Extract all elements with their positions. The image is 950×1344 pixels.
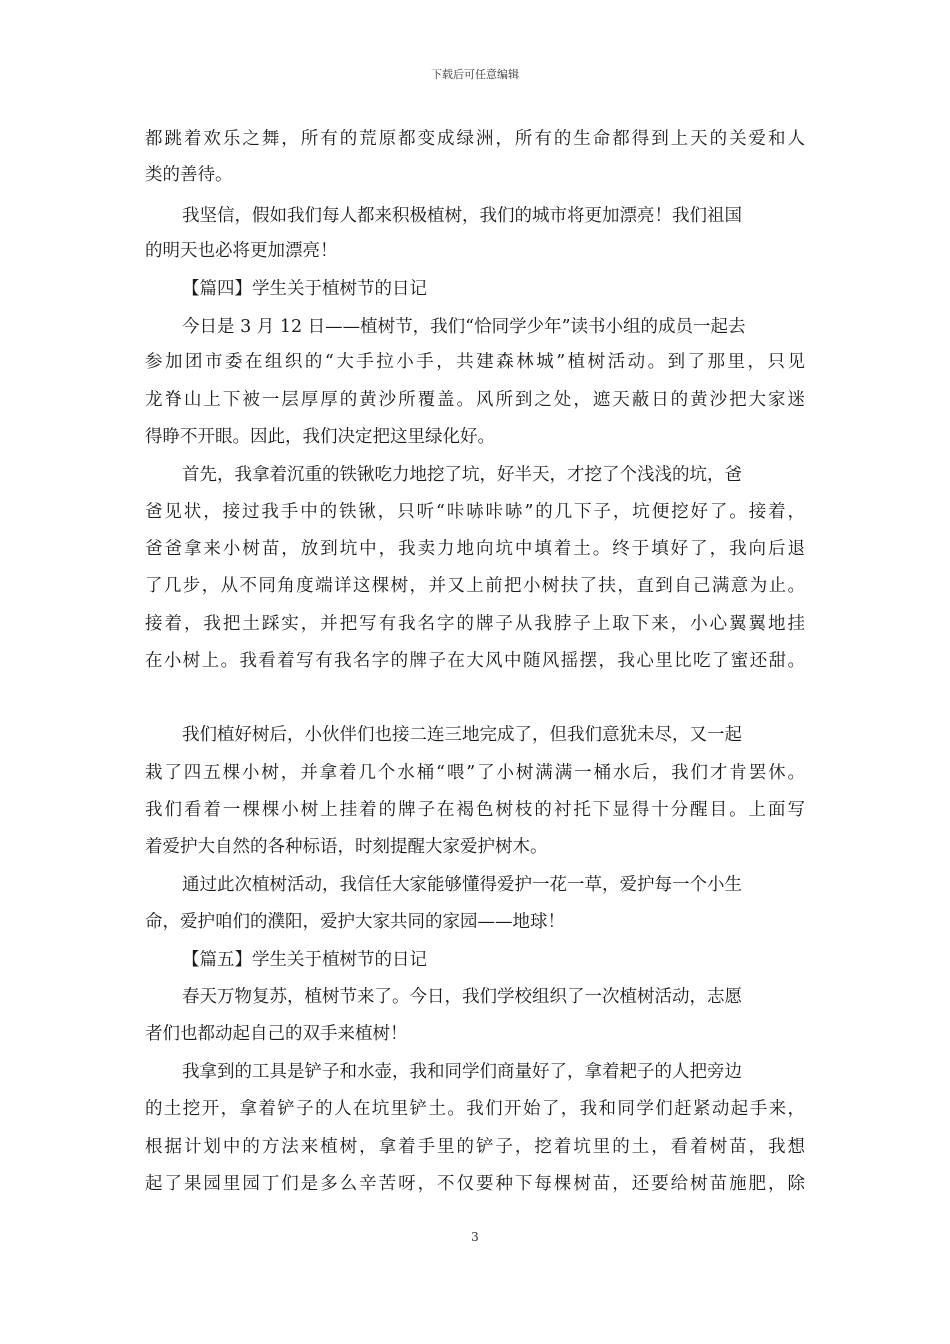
page-header: 下载后可任意编辑 (431, 68, 519, 81)
text-line: 类的善待。 (145, 165, 233, 185)
section-heading: 【篇四】学生关于植树节的日记 (182, 279, 427, 299)
text-line: 春天万物复苏，植树节来了。今日，我们学校组织了一次植树活动，志愿 (182, 987, 742, 1007)
page-number: 3 (471, 1230, 479, 1244)
text-line: 着爱护大自然的各种标语，时刻提醒大家爱护树木。 (145, 837, 548, 857)
text-line: 我坚信，假如我们每人都来积极植树，我们的城市将更加漂亮！我们祖国 (182, 206, 742, 226)
text-line: 了几步，从不同角度端详这棵树，并又上前把小树扶了扶，直到自己满意为止。 (145, 576, 805, 596)
text-line: 得睁不开眼。因此，我们决定把这里绿化好。 (145, 427, 495, 447)
text-line: 爸爸拿来小树苗，放到坑中，我卖力地向坑中填着土。终于填好了，我向后退 (145, 539, 805, 559)
text-line: 栽了四五棵小树，并拿着几个水桶“喂”了小树满满一桶水后，我们才肯罢休。 (145, 763, 805, 783)
text-line: 龙脊山上下被一层厚厚的黄沙所覆盖。风所到之处，遮天蔽日的黄沙把大家迷 (145, 390, 805, 410)
text-line: 在小树上。我看着写有我名字的牌子在大风中随风摇摆，我心里比吃了蜜还甜。 (145, 651, 805, 671)
text-line: 根据计划中的方法来植树，拿着手里的铲子，挖着坑里的土，看着树苗，我想 (145, 1137, 805, 1157)
text-line: 都跳着欢乐之舞，所有的荒原都变成绿洲，所有的生命都得到上天的关爱和人 (145, 129, 805, 149)
text-line: 我们植好树后，小伙伴们也接二连三地完成了，但我们意犹未尽，又一起 (182, 725, 742, 745)
text-line: 通过此次植树活动，我信任大家能够懂得爱护一花一草，爱护每一个小生 (182, 875, 742, 895)
section-heading: 【篇五】学生关于植树节的日记 (182, 950, 427, 970)
text-line: 起了果园里园丁们是多么辛苦呀，不仅要种下每棵树苗，还要给树苗施肥，除 (145, 1174, 805, 1194)
text-line: 首先，我拿着沉重的铁锹吃力地挖了坑，好半天，才挖了个浅浅的坑，爸 (182, 465, 742, 485)
text-line: 的土挖开，拿着铲子的人在坑里铲土。我们开始了，我和同学们赶紧动起手来， (145, 1099, 805, 1119)
text-line: 我拿到的工具是铲子和水壶，我和同学们商量好了，拿着耙子的人把旁边 (182, 1062, 742, 1082)
text-line: 接着，我把土踩实，并把写有我名字的牌子从我脖子上取下来，小心翼翼地挂 (145, 614, 805, 634)
text-line: 命，爱护咱们的濮阳，爱护大家共同的家园——地球！ (145, 912, 565, 932)
text-line: 者们也都动起自己的双手来植树！ (145, 1024, 408, 1044)
text-line: 我们看着一棵棵小树上挂着的牌子在褐色树枝的衬托下显得十分醒目。上面写 (145, 800, 805, 820)
text-line: 今日是 3 月 12 日——植树节，我们“恰同学少年”读书小组的成员一起去 (182, 317, 746, 337)
text-line: 的明天也必将更加漂亮！ (145, 241, 338, 261)
text-line: 参加团市委在组织的“大手拉小手，共建森林城”植树活动。到了那里，只见 (145, 352, 805, 372)
text-line: 爸见状，接过我手中的铁锹，只听“咔哧咔哧”的几下子，坑便挖好了。接着， (145, 502, 805, 522)
